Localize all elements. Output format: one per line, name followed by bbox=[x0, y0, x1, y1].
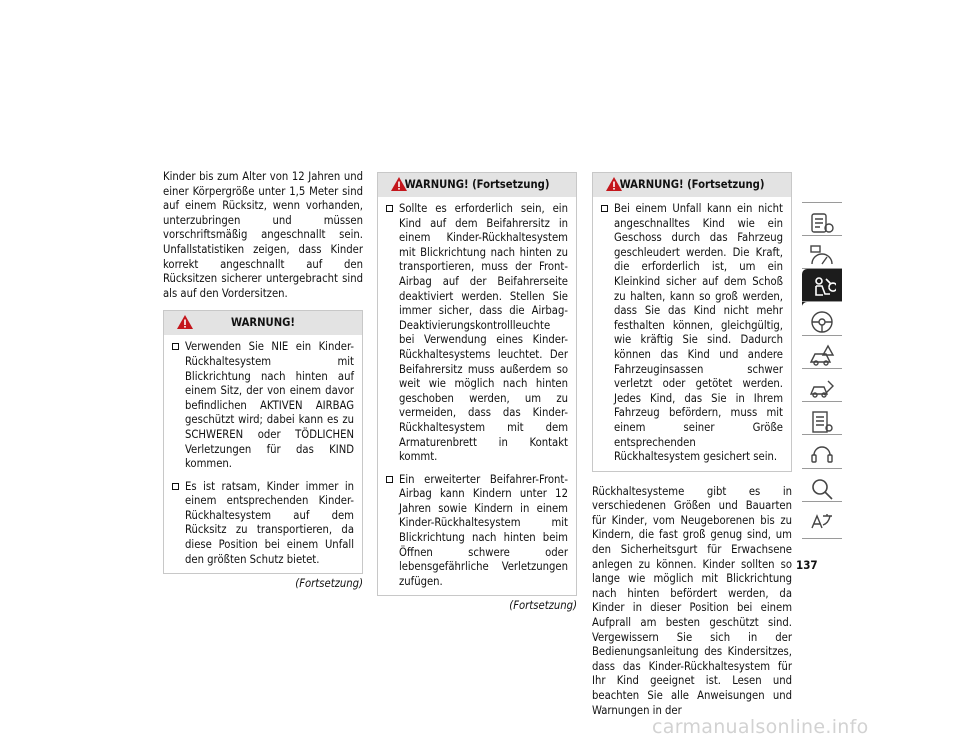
warning-bullet: Sollte es erforderlich sein, ein Kind auf dem Beifahrersitz in einem Kinder-Rückhaltesystem mit Blickrichtung nach hinten zu transportieren, muss der Front-Airbag auf der Beifahrerseite deaktiviert werden. Stellen Sie immer sicher, dass die Airbag-Deaktivierungskontrollleuchte bei Verwendung eines Kinder-Rückhaltesystems leuchtet. Der Beifahrersitz muss außerdem so weit wie möglich nach hinten geschoben werden, um zu vermeiden, dass das Kinder-Rückhaltesystem mit dem Armaturenbrett in Kontakt kommt. bbox=[386, 202, 568, 465]
checkbox-bullet-icon bbox=[386, 476, 393, 483]
page-number: 137 bbox=[796, 558, 818, 572]
warning-header bbox=[593, 173, 791, 197]
warning-bullet: Bei einem Unfall kann ein nicht angeschnalltes Kind wie ein Geschoss durch das Fahrzeug geschleudert werden. Die Kraft, die erforderlich ist, um ein Kleinkind sicher auf dem Schoß zu halten, kann so groß werden, dass Sie das Kind nicht mehr festhalten können, gleichgültig, wie kräftig Sie sind. Dadurch können das Kind und andere Fahrzeuginsassen schwer verletzt oder getötet werden. Jedes Kind, das Sie in Ihrem Fahrzeug befördern, muss mit einem seiner Größe entsprechenden Rückhaltesystem gesichert sein. bbox=[601, 202, 783, 465]
vehicle-info-icon bbox=[808, 209, 836, 237]
watermark: carmanualsonline.info bbox=[652, 716, 869, 738]
column-right bbox=[592, 172, 792, 718]
specifications-icon bbox=[808, 408, 836, 436]
warning-box bbox=[163, 310, 363, 574]
continued-label: (Fortsetzung) bbox=[509, 599, 577, 613]
servicing-icon bbox=[808, 375, 836, 403]
warning-triangle-icon bbox=[605, 176, 623, 192]
warning-title: WARNUNG! (Fortsetzung) bbox=[619, 178, 765, 191]
warning-header bbox=[378, 173, 576, 197]
tab-languages[interactable] bbox=[802, 502, 842, 542]
warning-body bbox=[164, 335, 362, 573]
languages-icon bbox=[808, 508, 836, 536]
warning-bullet: Ein erweiterter Beifahrer-Front-Airbag kann Kindern unter 12 Jahren sowie Kindern in einem Kinder-Rückhaltesystem mit Blickrichtung nach hinten beim Öffnen schwere oder lebensgefährliche Verletzungen zufügen. bbox=[386, 473, 568, 590]
warning-body bbox=[378, 197, 576, 595]
warning-title: WARNUNG! bbox=[230, 316, 295, 330]
starting-driving-icon bbox=[808, 308, 836, 336]
dashboard-lights-icon bbox=[808, 242, 836, 270]
warning-bullet: Es ist ratsam, Kinder immer in einem entsprechenden Kinder-Rückhaltesystem auf dem Rücksitz zu transportieren, da diese Position bei einem Unfall den größten Schutz bietet. bbox=[172, 480, 354, 568]
column-middle bbox=[377, 172, 577, 613]
body-paragraph: Rückhaltesysteme gibt es in verschiedenen Größen und Bauarten für Kinder, vom Neugeborenen bis zu Kindern, die fast groß genug sind, um den Sicherheitsgurt für Erwachsene anlegen zu können. Kinder sollten so lange wie möglich mit Blickrichtung nach hinten befördert werden, da Kinder in dieser Position bei einem Aufprall am besten geschützt sind. Vergewissern Sie sich in der Bedienungsanleitung des Kindersitzes, dass das Kinder-Rückhaltesystem für Ihr Kind geeignet ist. Lesen und beachten Sie alle Anweisungen und Warnungen in der bbox=[592, 484, 792, 717]
warning-title: WARNUNG! (Fortsetzung) bbox=[404, 178, 550, 191]
column-left bbox=[163, 170, 363, 591]
continued-label: (Fortsetzung) bbox=[295, 577, 363, 591]
index-search-icon bbox=[808, 475, 836, 503]
checkbox-bullet-icon bbox=[172, 483, 179, 490]
warning-triangle-icon bbox=[176, 314, 194, 330]
multimedia-icon bbox=[808, 441, 836, 469]
safety-seatbelt-icon bbox=[808, 275, 836, 303]
checkbox-bullet-icon bbox=[172, 343, 179, 350]
checkbox-bullet-icon bbox=[601, 205, 608, 212]
warning-bullet: Verwenden Sie NIE ein Kinder-Rückhaltesystem mit Blickrichtung nach hinten auf einem Sitz, der von einem davor befindlichen AKTIVEN AIRBAG geschützt wird; dabei kann es zu SCHWEREN oder TÖDLICHEN Verletzungen für das KIND kommen. bbox=[172, 340, 354, 471]
checkbox-bullet-icon bbox=[386, 205, 393, 212]
warning-box bbox=[377, 172, 577, 596]
warning-box bbox=[592, 172, 792, 472]
warning-body bbox=[593, 197, 791, 471]
intro-paragraph: Kinder bis zum Alter von 12 Jahren und einer Körpergröße unter 1,5 Meter sind auf einem Rücksitz, wenn vorhanden, unterzubringen und müssen vorschriftsmäßig angeschnallt sein. Unfallstatistiken zeigen, dass Kinder korrekt angeschnallt auf den Rücksitzen sicherer untergebracht sind als auf den Vordersitzen. bbox=[163, 170, 363, 300]
emergency-icon bbox=[808, 342, 836, 370]
warning-triangle-icon bbox=[390, 176, 408, 192]
warning-header bbox=[164, 311, 362, 335]
